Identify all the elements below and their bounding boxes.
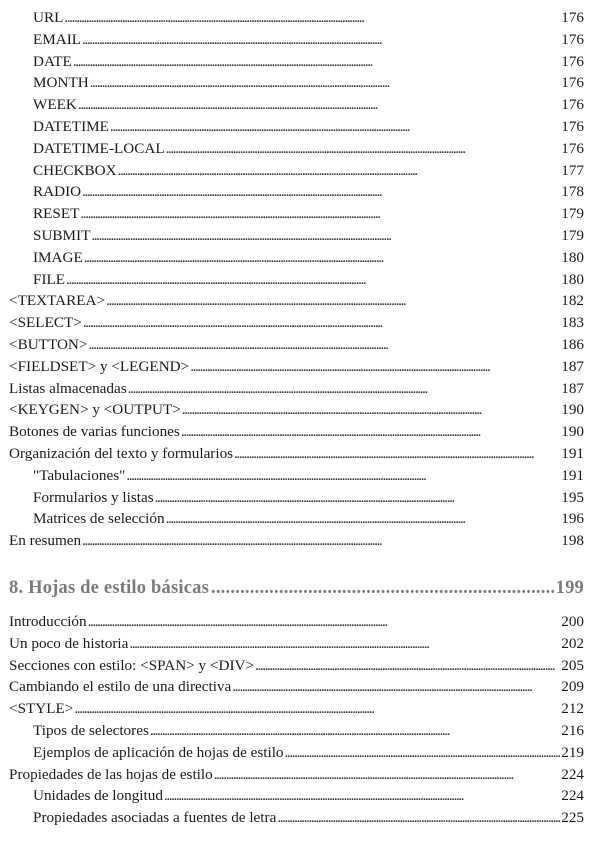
leader-dots	[90, 72, 561, 94]
toc-entry-title: <TEXTAREA>	[9, 292, 106, 310]
toc-entry-page-number: 187	[561, 357, 584, 375]
toc-entry-page-number: 200	[561, 613, 584, 630]
toc-entry-title: Botones de varias funciones	[9, 423, 180, 441]
toc-entry-page-number: 176	[561, 30, 584, 48]
toc-entry[interactable]	[33, 508, 584, 530]
leader-dots	[126, 465, 560, 487]
toc-entry-page-number: 180	[561, 270, 584, 288]
toc-entry-page-number: 180	[561, 248, 584, 266]
toc-entry-page-number: 186	[561, 336, 584, 353]
leader-dots	[82, 181, 560, 203]
toc-entry-title: En resumen	[9, 532, 82, 550]
toc-entry-page-number: 176	[561, 118, 584, 135]
toc-entry[interactable]	[33, 203, 584, 225]
leader-dots	[214, 764, 561, 786]
toc-entry[interactable]	[9, 530, 584, 552]
leader-dots	[91, 225, 560, 247]
toc-entry-page-number: 183	[561, 314, 584, 332]
leader-dots	[66, 269, 560, 291]
toc-entry[interactable]	[33, 7, 584, 29]
toc-entry-title: WEEK	[33, 96, 77, 114]
leader-dots	[182, 399, 560, 421]
toc-entry-title: RESET	[33, 205, 80, 223]
leader-dots	[82, 530, 560, 552]
toc-entry[interactable]	[9, 399, 584, 421]
toc-entry[interactable]	[9, 764, 584, 786]
toc-entry-title: Secciones con estilo: <SPAN> y <DIV>	[9, 656, 255, 674]
toc-entry-title: MONTH	[33, 74, 89, 92]
toc-entry-page-number: 196	[561, 510, 584, 528]
leader-dots	[118, 160, 561, 182]
toc-entry[interactable]	[33, 785, 584, 807]
toc-entry[interactable]	[33, 225, 584, 247]
toc-entry-page-number: 225	[561, 809, 584, 827]
toc-entry[interactable]	[33, 94, 584, 116]
toc-entry-title: Propiedades asociadas a fuentes de letra	[33, 809, 277, 827]
toc-entry[interactable]	[9, 443, 584, 465]
leader-dots	[128, 378, 561, 400]
toc-entry[interactable]	[33, 465, 584, 487]
leader-dots	[88, 611, 561, 633]
leader-dots	[166, 138, 561, 160]
leader-dots	[285, 742, 561, 764]
leader-dots	[255, 655, 560, 677]
toc-entry[interactable]	[9, 312, 584, 334]
leader-dots	[129, 633, 560, 655]
leader-dots	[181, 421, 560, 443]
leader-dots	[83, 312, 560, 334]
toc-entry-title: <SELECT>	[9, 314, 82, 332]
leader-dots	[277, 807, 560, 829]
toc-entry[interactable]	[33, 29, 584, 51]
toc-entry-title: Formularios y listas	[33, 488, 154, 506]
toc-entry[interactable]	[9, 378, 584, 400]
leader-dots	[155, 487, 561, 509]
toc-entry-title: DATE	[33, 52, 72, 70]
toc-entry-title: Tipos de selectores	[33, 722, 149, 739]
toc-entry-page-number: 178	[561, 183, 584, 201]
toc-entry[interactable]	[9, 676, 584, 698]
toc-entry[interactable]	[9, 611, 584, 633]
toc-entry-title: CHECKBOX	[33, 161, 117, 179]
leader-dots	[74, 698, 560, 720]
leader-dots	[211, 575, 554, 601]
toc-entry-title: Organización del texto y formularios	[9, 445, 234, 462]
toc-entry-page-number: 177	[561, 161, 584, 179]
toc-entry-page-number: 176	[561, 9, 584, 26]
toc-entry[interactable]	[33, 160, 584, 182]
toc-entry-title: Propiedades de las hojas de estilo	[9, 765, 213, 783]
toc-entry-title: Introducción	[9, 613, 87, 630]
toc-entry-title: RADIO	[33, 183, 82, 201]
toc-entry[interactable]	[9, 655, 584, 677]
toc-entry[interactable]	[33, 181, 584, 203]
leader-dots	[150, 720, 560, 742]
toc-entry-page-number: 179	[561, 205, 584, 223]
toc-entry-title: "Tabulaciones"	[33, 466, 126, 484]
toc-entry[interactable]	[33, 720, 584, 742]
toc-entry[interactable]	[33, 116, 584, 138]
toc-entry-page-number: 209	[561, 678, 584, 696]
toc-entry[interactable]	[9, 421, 584, 443]
toc-entry-page-number: 198	[561, 532, 584, 550]
toc-entry[interactable]	[33, 247, 584, 269]
toc-entry[interactable]	[9, 633, 584, 655]
toc-entry-page-number: 176	[561, 139, 584, 157]
toc-entry[interactable]	[9, 356, 584, 378]
toc-entry-page-number: 176	[561, 74, 584, 92]
toc-entry[interactable]	[33, 487, 584, 509]
toc-entry-title: Listas almacenadas	[9, 379, 127, 397]
toc-entry-title: Matrices de selección	[33, 510, 165, 528]
leader-dots	[232, 676, 560, 698]
toc-entry[interactable]	[33, 72, 584, 94]
toc-entry-page-number: 205	[561, 656, 584, 674]
leader-dots	[234, 443, 560, 465]
toc-entry-page-number: 195	[561, 488, 584, 506]
toc-entry-page-number: 187	[561, 379, 584, 397]
toc-entry-page-number: 212	[561, 700, 584, 718]
toc-entry-title: <KEYGEN> y <OUTPUT>	[9, 401, 181, 419]
leader-dots	[64, 7, 560, 29]
toc-entry-title: URL	[33, 9, 64, 26]
chapter-heading[interactable]	[9, 575, 584, 601]
toc-entry-page-number: 176	[561, 52, 584, 70]
toc-entry[interactable]	[33, 269, 584, 291]
toc-entry-title: Un poco de historia	[9, 634, 129, 652]
toc-entry-page-number: 216	[561, 722, 584, 739]
leader-dots	[106, 290, 560, 312]
toc-entry[interactable]	[9, 334, 584, 356]
toc-entry-page-number: 191	[561, 445, 584, 462]
leader-dots	[164, 785, 560, 807]
leader-dots	[110, 116, 560, 138]
toc-entry-page-number: 224	[561, 787, 584, 805]
toc-entry-title: FILE	[33, 270, 66, 288]
toc-entry-title: <FIELDSET> y <LEGEND>	[9, 357, 190, 375]
toc-entry-title: DATETIME-LOCAL	[33, 139, 165, 157]
leader-dots	[88, 334, 560, 356]
toc-entry[interactable]	[9, 698, 584, 720]
leader-dots	[190, 356, 560, 378]
toc-entry-page-number: 179	[561, 227, 584, 244]
toc-entry-title: Ejemplos de aplicación de hojas de estilo	[33, 743, 284, 761]
toc-entry-page-number: 202	[561, 634, 584, 652]
toc-entry[interactable]	[33, 807, 584, 829]
toc-entry-title: <STYLE>	[9, 700, 74, 718]
toc-entry[interactable]	[9, 290, 584, 312]
toc-entry-title: IMAGE	[33, 248, 83, 266]
leader-dots	[82, 29, 560, 51]
toc-entry-page-number: 190	[561, 401, 584, 419]
leader-dots	[84, 247, 560, 269]
toc-entry-title: <BUTTON>	[9, 336, 88, 353]
leader-dots	[78, 94, 560, 116]
toc-entry-page-number: 190	[561, 423, 584, 441]
toc-entry[interactable]	[33, 742, 584, 764]
toc-entry[interactable]	[33, 138, 584, 160]
chapter-page-number: 199	[555, 578, 584, 598]
toc-entry-page-number: 219	[561, 743, 584, 761]
toc-entry-title: DATETIME	[33, 118, 109, 135]
chapter-title: 8. Hojas de estilo básicas	[9, 578, 209, 598]
toc-entry-title: EMAIL	[33, 30, 82, 48]
toc-entry-page-number: 182	[561, 292, 584, 310]
toc-entry-title: Unidades de longitud	[33, 787, 163, 805]
toc-entry-page-number: 224	[561, 765, 584, 783]
leader-dots	[80, 203, 560, 225]
toc-entry[interactable]	[33, 51, 584, 73]
toc-entry-title: Cambiando el estilo de una directiva	[9, 678, 232, 696]
toc-entry-page-number: 191	[561, 466, 584, 484]
leader-dots	[73, 51, 560, 73]
leader-dots	[166, 508, 561, 530]
toc-entry-title: SUBMIT	[33, 227, 91, 244]
toc-entry-page-number: 176	[561, 96, 584, 114]
